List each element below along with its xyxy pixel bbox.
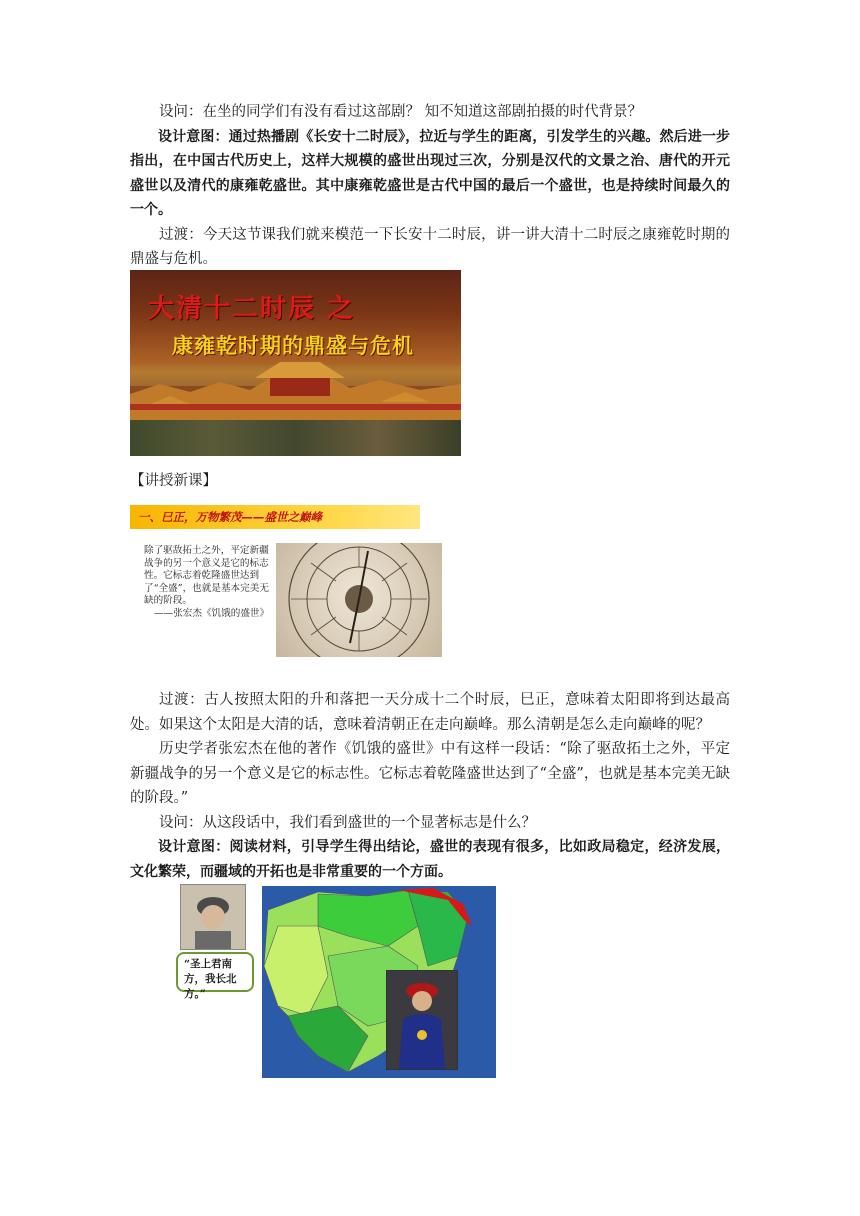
mongol-leader-portrait: [180, 884, 246, 950]
qing-territory-map: [170, 882, 496, 1078]
sundial-image: [276, 543, 442, 657]
slide-title-bar: [130, 505, 420, 529]
speech-bubble: “圣上君南方，我长北方。”: [176, 952, 254, 992]
emperor-icon: [387, 971, 457, 1069]
map-territory-icon: [258, 886, 496, 1078]
banner-trees: [130, 420, 461, 456]
banner-title-line1: 大清十二时辰 之: [148, 294, 356, 324]
forbidden-city-roofs: [130, 356, 461, 426]
section-heading: 【讲授新课】: [130, 473, 217, 489]
emperor-portrait: [386, 970, 458, 1070]
question-paragraph-1: 设问：在坐的同学们有没有看过这部剧？ 知不知道这部剧拍摄的时代背景？: [159, 104, 643, 120]
person-icon: [181, 885, 245, 949]
banner-title-line2: 康雍乾时期的鼎盛与危机: [172, 333, 414, 358]
transition-paragraph-2: 过渡：古人按照太阳的升和落把一天分成十二个时辰，巳正，意味着太阳即将到达最高处。如果这个太阳是大清的话，意味着清朝正在走向巅峰。那么清朝是怎么走向巅峰的呢？: [130, 692, 730, 733]
slide-quote: [144, 545, 272, 620]
question-paragraph-2: 设问：从这段话中，我们看到盛世的一个显著标志是什么？: [159, 814, 536, 831]
slide-quote-source: ——张宏杰《饥饿的盛世》: [154, 607, 270, 619]
slide-title: 一、巳正，万物繁茂——盛世之巅峰: [138, 510, 322, 524]
transition-paragraph-1: 过渡：今天这节课我们就来模范一下长安十二时辰，讲一讲大清十二时辰之康雍乾时期的鼎盛与危机。: [130, 226, 730, 267]
design-intent-paragraph-2: 设计意图：阅读材料，引导学生得出结论，盛世的表现有很多，比如政局稳定，经济发展，文化繁荣，而疆域的开拓也是非常重要的一个方面。: [130, 839, 730, 880]
text-block-middle: [130, 688, 730, 884]
slide-quote-text: 除了驱敌拓土之外，平定新疆战争的另一个意义是它的标志性。它标志着乾隆盛世达到了“全盛”，也就是基本完美无缺的阶段。: [144, 545, 269, 606]
sundial-icon: [276, 543, 442, 657]
text-block-top: [130, 100, 730, 272]
historian-quote-paragraph: 历史学者张宏杰在他的著作《饥饿的盛世》中有这样一段话：“除了驱敌拓土之外，平定新疆战争的另一个意义是它的标志性。它标志着乾隆盛世达到了“全盛”，也就是基本完美无缺的阶段。”: [130, 741, 730, 806]
banner-image: [130, 270, 461, 456]
slide-image: [130, 505, 442, 657]
design-intent-paragraph-1: 设计意图：通过热播剧《长安十二时辰》，拉近与学生的距离，引发学生的兴趣。然后进一步指出，在中国古代历史上，这样大规模的盛世出现过三次，分别是汉代的文景之治、唐代的开元盛世以及清代的康雍乾盛世。其中康雍乾盛世是古代中国的最后一个盛世，也是持续时间最久的一个。: [130, 128, 730, 218]
